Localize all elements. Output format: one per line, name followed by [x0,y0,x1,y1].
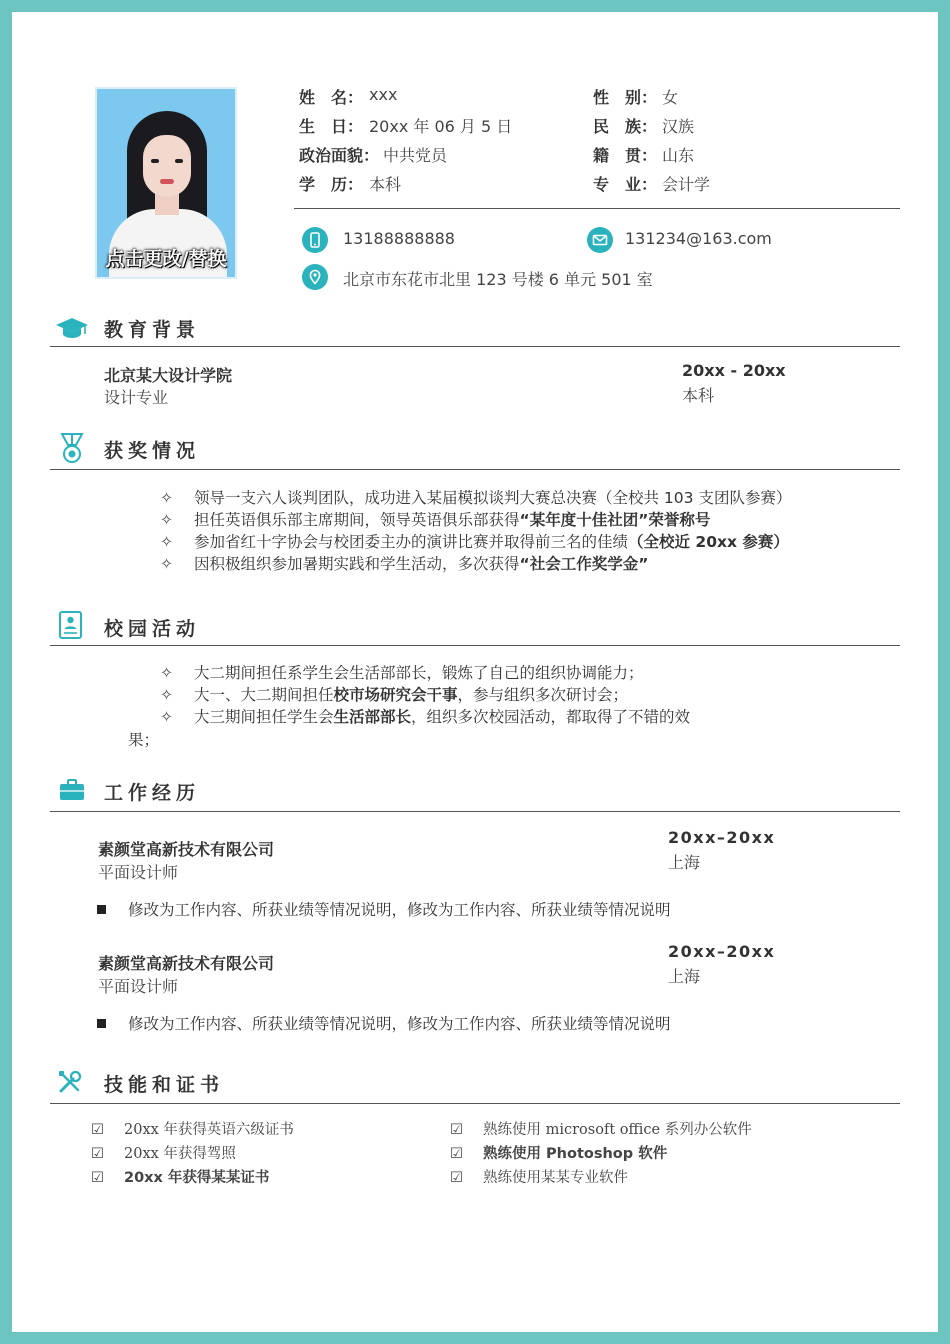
photo-caption[interactable]: 点击更改/替换 [105,248,227,270]
name-value: xxx [369,85,398,104]
skill-text: 熟练使用某某专业软件 [483,1170,628,1186]
job-period: 20xx–20xx [668,828,776,847]
activities-divider [50,645,900,646]
award-text: 参加省红十字协会与校团委主办的演讲比赛并取得前三名的佳绩 [194,533,629,551]
birth-value: 20xx 年 06 月 5 日 [369,117,513,136]
medal-icon [57,432,91,462]
birth-label: 生 日： [299,117,364,136]
activity-highlight: 生活部部长 [333,708,412,726]
award-highlight: “某年度十佳社团”荣誉称号 [519,511,711,529]
email-address[interactable]: 131234@163.com [625,229,772,248]
awards-divider [50,469,900,470]
address: 北京市东花市北里 123 号楼 6 单元 501 室 [343,270,653,289]
phone-icon [302,227,328,253]
briefcase-icon [58,778,92,808]
skill-text: 熟练使用 Photoshop 软件 [483,1146,668,1162]
checkbox-icon: ☑ [91,1146,104,1162]
ethnicity-value: 汉族 [662,117,695,136]
photo-eye [151,159,159,163]
skill-text: 20xx 年获得英语六级证书 [124,1122,294,1138]
award-item [160,552,648,574]
job-city: 上海 [668,853,701,872]
photo-eye [175,159,183,163]
job-description [97,1012,671,1034]
diamond-bullet-icon: ✧ [160,555,173,573]
work-divider [50,811,900,812]
job-desc-text: 修改为工作内容、所获业绩等情况说明，修改为工作内容、所获业绩等情况说明 [128,1015,671,1033]
job-company: 素颜堂高新技术有限公司 [98,954,275,973]
phone-number[interactable]: 13188888888 [343,229,455,248]
skill-item [450,1142,667,1163]
graduation-cap-icon [55,311,89,341]
award-item [160,486,791,508]
activities-title: 校园活动 [104,618,201,640]
work-title: 工作经历 [104,782,201,804]
education-degree: 本科 [682,386,715,405]
checkbox-icon: ☑ [450,1146,463,1162]
native-label: 籍 贯： [593,146,658,165]
activity-text: 大三期间担任学生会 [194,708,334,726]
activity-item [160,661,644,683]
skill-item [91,1166,269,1187]
activity-item [160,683,628,705]
job-position: 平面设计师 [98,977,179,996]
checkbox-icon: ☑ [450,1170,463,1186]
activity-highlight: 校市场研究会干事 [333,686,458,704]
tools-icon [56,1068,90,1098]
award-highlight: （全校近 20xx 参赛） [628,533,789,551]
activity-text: ，参与组织多次研讨会； [457,686,629,704]
major-label: 专 业： [593,175,658,194]
job-desc-text: 修改为工作内容、所获业绩等情况说明，修改为工作内容、所获业绩等情况说明 [128,901,671,919]
award-item [160,508,710,530]
square-bullet-icon [97,1019,106,1028]
skill-item [91,1142,236,1163]
skill-text: 20xx 年获得驾照 [124,1146,236,1162]
job-period: 20xx–20xx [668,942,776,961]
award-text: 因积极组织参加暑期实践和学生活动，多次获得 [194,555,520,573]
email-icon [587,227,613,253]
job-company: 素颜堂高新技术有限公司 [98,840,275,859]
name-label: 姓 名： [299,88,364,107]
skill-item [450,1166,628,1187]
award-text: 担任英语俱乐部主席期间，领导英语俱乐部获得 [194,511,520,529]
id-card-icon [58,610,92,640]
skill-text: 熟练使用 microsoft office 系列办公软件 [483,1122,752,1138]
education-major: 设计专业 [104,388,169,407]
education-school: 北京某大设计学院 [104,366,233,385]
skill-text: 20xx 年获得某某证书 [124,1170,270,1186]
job-position: 平面设计师 [98,863,179,882]
ethnicity-label: 民 族： [593,117,658,136]
photo-face [143,135,191,197]
diamond-bullet-icon: ✧ [160,489,173,507]
native-value: 山东 [662,146,695,165]
education-period: 20xx - 20xx [682,361,786,380]
checkbox-icon: ☑ [450,1122,463,1138]
award-item [160,530,789,552]
education-title: 教育背景 [104,319,201,341]
job-city: 上海 [668,967,701,986]
activity-text: 大二期间担任系学生会生活部部长，锻炼了自己的组织协调能力； [194,664,644,682]
politics-label: 政治面貌： [299,146,380,165]
skill-item [450,1118,752,1139]
resume-page [12,12,938,1332]
skill-item [91,1118,294,1139]
diamond-bullet-icon: ✧ [160,533,173,551]
diamond-bullet-icon: ✧ [160,664,173,682]
checkbox-icon: ☑ [91,1122,104,1138]
major-value: 会计学 [662,175,711,194]
gender-value: 女 [662,88,679,107]
diamond-bullet-icon: ✧ [160,708,173,726]
diamond-bullet-icon: ✧ [160,511,173,529]
job-description [97,898,671,920]
gender-label: 性 别： [593,88,658,107]
education-divider [50,346,900,347]
activity-text: 大一、大二期间担任 [194,686,334,704]
activity-text: ，组织多次校园活动，都取得了不错的效 [411,708,691,726]
skills-title: 技能和证书 [104,1074,225,1096]
politics-value: 中共党员 [383,146,448,165]
skills-divider [50,1103,900,1104]
info-divider [294,208,900,209]
profile-photo[interactable] [95,87,237,279]
photo-lips [160,179,174,184]
activity-item [160,705,690,727]
award-highlight: “社会工作奖学金” [519,555,649,573]
degree-label: 学 历： [299,175,364,194]
checkbox-icon: ☑ [91,1170,104,1186]
awards-title: 获奖情况 [104,440,201,462]
square-bullet-icon [97,905,106,914]
activity-wrap-text: 果； [128,731,160,749]
degree-value: 本科 [369,175,402,194]
award-text: 领导一支六人谈判团队，成功进入某届模拟谈判大赛总决赛（全校共 103 支团队参赛） [194,489,792,507]
location-icon [302,264,328,290]
diamond-bullet-icon: ✧ [160,686,173,704]
